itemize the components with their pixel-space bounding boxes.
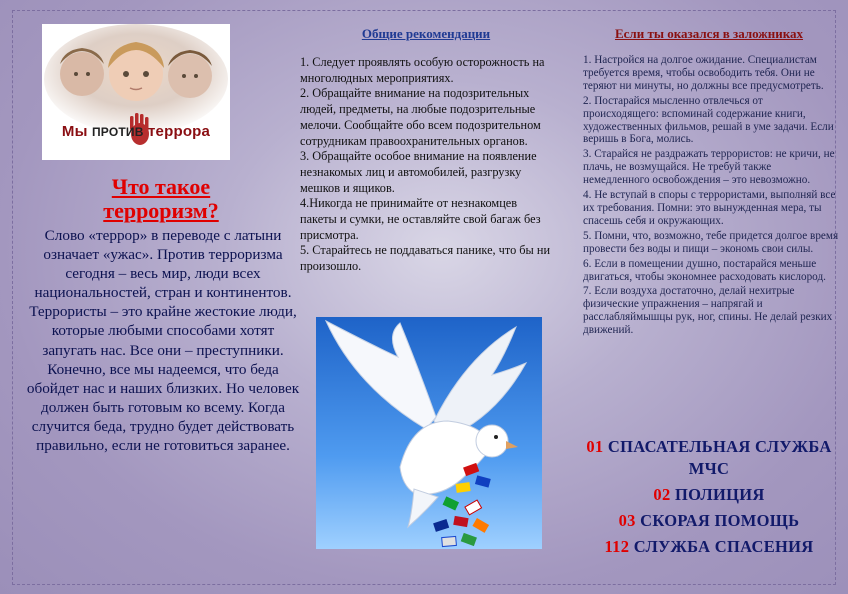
service-number: 02 — [653, 485, 671, 504]
service-label: СЛУЖБА СПАСЕНИЯ — [633, 537, 814, 556]
caption-word-we: Мы — [61, 123, 88, 140]
left-body — [24, 226, 302, 455]
service-ambulance — [576, 511, 842, 531]
left-title-line1: Что такое — [111, 174, 211, 199]
caption-word-terror: террора — [148, 123, 211, 140]
hero-caption — [42, 123, 230, 140]
general-recommendations-list — [300, 55, 552, 275]
service-number: 112 — [604, 537, 630, 556]
left-title — [30, 175, 292, 223]
service-emergency-112 — [576, 537, 842, 557]
service-rescue-mchs — [576, 436, 842, 480]
hostage-tip: 2. Постарайся мысленно отвлечься от происходящего: вспоминай содержание книги, художественных фильмов, решай в уме задачи. Если веришь в Бога, молись. — [583, 94, 834, 146]
recommendation-item: 3. Обращайте особое внимание на появление незнакомых лиц и автомобилей, разгрузку мешков и ящиков. — [300, 149, 537, 195]
dove-with-flags-illustration — [316, 317, 542, 549]
recommendation-item: 5. Старайтесь не поддаваться панике, что бы ни произошло. — [300, 243, 551, 274]
hostage-tips-list — [583, 54, 839, 339]
hostage-tip: 5. Помни, что, возможно, тебе придется долгое время провести без воды и пищи – экономь свои силы. — [583, 229, 839, 255]
service-number: 03 — [618, 511, 636, 530]
recommendation-item: 2. Обращайте внимание на подозрительных людей, предметы, на любые подозрительные мелочи. Сообщайте обо всем подозрительном сотрудникам правоохранительных органов. — [300, 86, 541, 148]
hero-image — [42, 24, 230, 160]
left-paragraph: Террористы – это крайне жестокие люди, которые любыми способами хотят запугать нас. Все они – преступники. Конечно, все мы надеемся, что беда обойдет нас и наших близких. Но человек должен быть готовым ко всему. Когда случится беда, трудно будет действовать правильно, если не готовиться заранее. — [26, 303, 300, 455]
hostage-tip: 1. Настройся на долгое ожидание. Специалистам требуется время, чтобы освободить тебя. Они не теряют ни минуты, но должны все предусмотреть. — [583, 54, 824, 92]
service-label: СПАСАТЕЛЬНАЯ СЛУЖБА МЧС — [607, 437, 832, 478]
hostage-title: Если ты оказался в заложниках — [614, 26, 804, 41]
left-title-line2: терроризм? — [103, 198, 219, 223]
dove-image — [316, 317, 542, 549]
service-police — [576, 485, 842, 505]
hostage-tip: 6. Если в помещении душно, постарайся меньше двигаться, чтобы экономнее расходовать кислород. — [583, 257, 826, 283]
recommendation-item: 1. Следует проявлять особую осторожность на многолюдных мероприятиях. — [300, 55, 545, 85]
general-recommendations-title: Общие рекомендации — [361, 26, 491, 41]
service-label: ПОЛИЦИЯ — [674, 485, 765, 504]
caption-word-against: ПРОТИВ — [91, 125, 144, 139]
hostage-tip: 4. Не вступай в споры с террористами, выполняй все их требования. Помни: это вынужденная мера, ты спасешь себя и окружающих. — [583, 189, 836, 227]
service-label: СКОРАЯ ПОМОЩЬ — [640, 511, 800, 530]
recommendation-item: 4.Никогда не принимайте от незнакомцев пакеты и сумки, не оставляйте свой багаж без присмотра. — [300, 196, 541, 242]
service-number: 01 — [586, 437, 604, 456]
hostage-tip: 7. Если воздуха достаточно, делай нехитрые физические упражнения – напрягай и расслабляймышцы рук, ног, спины. Не делай резких движений. — [583, 285, 833, 337]
left-paragraph: Слово «террор» в переводе с латыни означает «ужас». Против терроризма сегодня – весь мир, люди всех национальностей, стран и континентов. — [34, 227, 292, 302]
hostage-tip: 3. Старайся не раздражать террористов: не кричи, не плачь, не возмущайся. Не требуй также немедленного освобождения – это невозможно. — [583, 148, 835, 187]
